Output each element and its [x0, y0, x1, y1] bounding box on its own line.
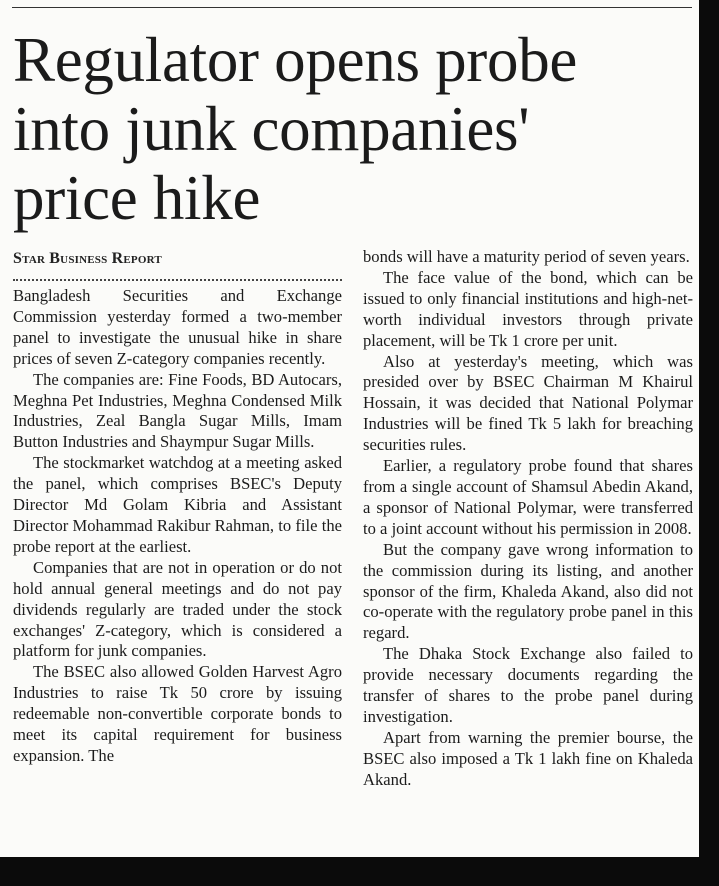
headline [13, 26, 695, 233]
headline-line: Regulator opens probe [13, 25, 578, 95]
right-column [363, 247, 693, 791]
left-column [13, 248, 342, 767]
byline-dotted-rule [13, 279, 342, 281]
paragraph: The BSEC also allowed Golden Harvest Agro Industries to raise Tk 50 crore by issuing redeemable non-convertible corporate bonds to meet its capital requirement for business expansion. The [13, 662, 342, 765]
paragraph: The companies are: Fine Foods, BD Autocars, Meghna Pet Industries, Meghna Condensed Milk Industries, Zeal Bangla Sugar Mills, Imam Button Industries and Shaympur Sugar Mills. [13, 369, 342, 452]
headline-line: into junk companies' [13, 94, 530, 164]
paragraph: bonds will have a maturity period of seven years. [363, 247, 690, 266]
paragraph: But the company gave wrong information to the commission during its listing, and another sponsor of the firm, Khaleda Akand, also did not co-operate with the regulatory probe panel in this regard. [363, 539, 693, 643]
byline: Star Business Report [13, 250, 162, 267]
paragraph: Apart from warning the premier bourse, the BSEC also imposed a Tk 1 lakh fine on Khaleda Akand. [363, 727, 693, 789]
paragraph: Earlier, a regulatory probe found that shares from a single account of Shamsul Abedin Akand, a sponsor of National Polymar, were transferred to a joint account without his permission in 2008. [363, 456, 693, 538]
paragraph: Companies that are not in operation or do not hold annual general meetings and do not pay dividends regularly are traded under the stock exchanges' Z-category, which is considered a platform for junk companies. [13, 557, 342, 661]
paragraph: The face value of the bond, which can be issued to only financial institutions and high-net-worth individual investors through private placement, will be Tk 1 crore per unit. [363, 267, 693, 350]
paragraph: Also at yesterday's meeting, which was presided over by BSEC Chairman M Khairul Hossain, it was decided that National Polymar Industries will be fined Tk 5 lakh for breaching securities rules. [363, 351, 693, 455]
paragraph: The Dhaka Stock Exchange also failed to provide necessary documents regarding the transfer of shares to the probe panel during investigation. [363, 644, 693, 726]
paragraph: Bangladesh Securities and Exchange Commission yesterday formed a two-member panel to investigate the unusual hike in share prices of seven Z-category companies recently. [13, 286, 342, 368]
headline-line: price hike [13, 163, 261, 233]
paragraph: The stockmarket watchdog at a meeting asked the panel, which comprises BSEC's Deputy Director Md Golam Kibria and Assistant Director Mohammad Rakibur Rahman, to file the probe report at the earliest. [13, 453, 342, 556]
top-rule [12, 7, 692, 8]
